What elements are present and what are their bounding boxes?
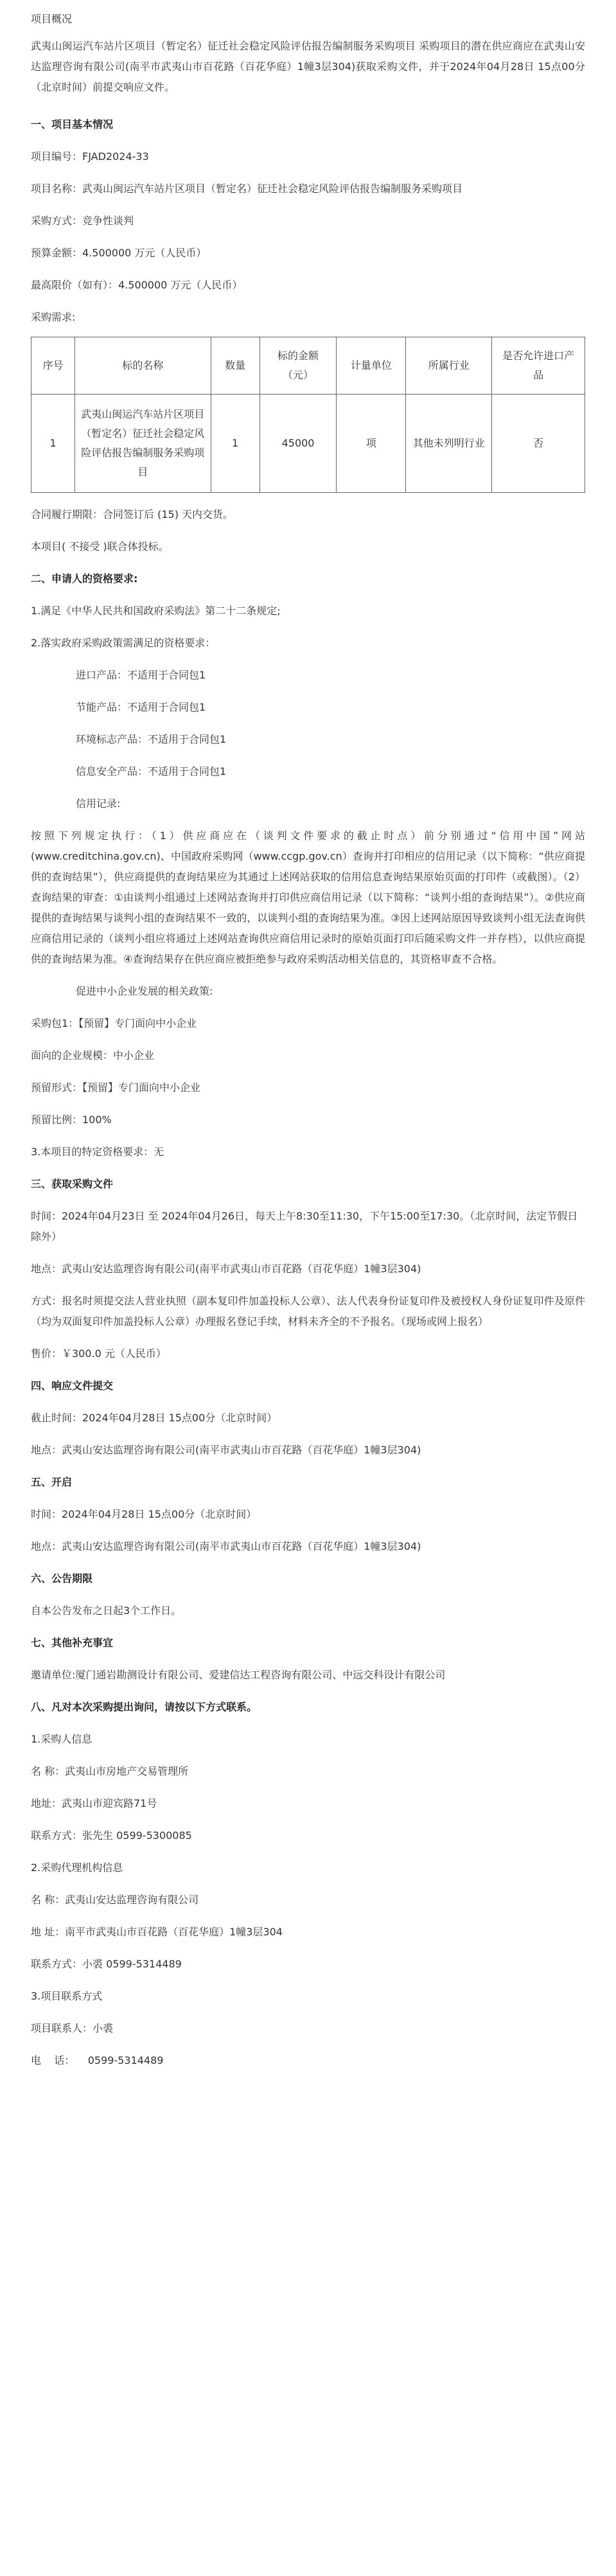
project-name: 项目名称：武夷山闽运汽车站片区项目（暂定名）征迁社会稳定风险评估报告编制服务采购项目 (31, 182, 463, 195)
project-contact-person: 项目联系人：小裘 (31, 2022, 114, 2034)
table-cell: 项 (337, 395, 406, 493)
section-5-title: 五、开启 (31, 1476, 73, 1488)
table-cell: 45000 (260, 395, 337, 493)
table-header-cell: 是否允许进口产品 (492, 337, 585, 395)
agency-contact: 联系方式：小裘 0599-5314489 (31, 1958, 182, 1970)
purchase-method: 采购方式：竞争性谈判 (31, 215, 134, 227)
section-1-title: 一、项目基本情况 (31, 118, 114, 130)
requirement-3: 3.本项目的特定资格要求：无 (31, 1146, 164, 1158)
policy-energy: 节能产品：不适用于合同包1 (76, 701, 206, 713)
table-header-cell: 计量单位 (337, 337, 406, 395)
requirement-1: 1.满足《中华人民共和国政府采购法》第二十二条规定; (31, 605, 281, 617)
table-cell: 武夷山闽运汽车站片区项目（暂定名）征迁社会稳定风险评估报告编制服务采购项目 (75, 395, 211, 493)
policy-import: 进口产品：不适用于合同包1 (76, 669, 206, 681)
section-6-title: 六、公告期限 (31, 1572, 93, 1585)
table-cell: 1 (211, 395, 260, 493)
table-header-cell: 标的名称 (75, 337, 211, 395)
overview-text: 武夷山闽运汽车站片区项目（暂定名）征迁社会稳定风险评估报告编制服务采购项目 采购项目的潜在供应商应在武夷山安达监理咨询有限公司(南平市武夷山市百花路（百花华庭）1幢3层304)获取采购文件，并于2024年04月28日 15点00分（北京时间）前提交响应文件。 (31, 40, 585, 93)
policy-environment: 环境标志产品：不适用于合同包1 (76, 733, 227, 745)
sme-scale: 面向的企业规模：中小企业 (31, 1049, 155, 1061)
purchaser-name: 名 称：武夷山市房地产交易管理所 (31, 1765, 189, 1777)
purchaser-contact: 联系方式：张先生 0599-5300085 (31, 1829, 192, 1842)
table-header-cell: 所属行业 (406, 337, 492, 395)
table-header-cell: 数量 (211, 337, 260, 395)
section-8-title: 八、凡对本次采购提出询问，请按以下方式联系。 (31, 1701, 258, 1713)
section-3-title: 三、获取采购文件 (31, 1178, 114, 1190)
requirement-label: 采购需求: (31, 311, 76, 323)
credit-label: 信用记录: (76, 797, 121, 810)
policy-infosec: 信息安全产品：不适用于合同包1 (76, 765, 227, 777)
submit-place: 地点：武夷山安达监理咨询有限公司(南平市武夷山市百花路（百花华庭）1幢3层304) (31, 1444, 421, 1456)
acquire-method: 方式：报名时须提交法人营业执照（副本复印件加盖投标人公章）、法人代表身份证复印件及被授权人身份证复印件及原件（均为双面复印件加盖投标人公章）办理报名登记手续，材料未齐全的不予报名。（现场或网上报名） (31, 1295, 585, 1328)
table-cell: 其他未列明行业 (406, 395, 492, 493)
sme-policy-label: 促进中小企业发展的相关政策: (76, 985, 213, 997)
table-row (31, 395, 585, 493)
package-1: 采购包1：【预留】专门面向中小企业 (31, 1017, 197, 1029)
document-price: 售价：￥300.0 元（人民币） (31, 1347, 166, 1360)
acquire-time: 时间：2024年04月23日 至 2024年04月26日，每天上午8:30至11:30，下午15:00至17:30。（北京时间，法定节假日除外） (31, 1210, 578, 1243)
table-cell: 1 (31, 395, 75, 493)
table-cell: 否 (492, 395, 585, 493)
contract-period: 合同履行期限：合同签订后 (15) 天内交货。 (31, 508, 234, 520)
overview-title: 项目概况 (31, 13, 73, 25)
requirement-2: 2.落实政府采购政策需满足的资格要求： (31, 637, 216, 649)
section-7-title: 七、其他补充事宜 (31, 1637, 114, 1649)
purchaser-address: 地址：武夷山市迎宾路71号 (31, 1797, 157, 1809)
submit-deadline: 截止时间：2024年04月28日 15点00分（北京时间） (31, 1412, 277, 1424)
table-header-cell: 标的金额（元） (260, 337, 337, 395)
notice-period: 自本公告发布之日起3个工作日。 (31, 1604, 182, 1617)
project-contact-title: 3.项目联系方式 (31, 1990, 103, 2002)
agency-info-title: 2.采购代理机构信息 (31, 1861, 123, 1874)
section-2-title: 二、申请人的资格要求: (31, 573, 138, 585)
agency-name: 名 称：武夷山安达监理咨询有限公司 (31, 1894, 199, 1906)
open-place: 地点：武夷山安达监理咨询有限公司(南平市武夷山市百花路（百花华庭）1幢3层304) (31, 1540, 421, 1552)
open-time: 时间：2024年04月28日 15点00分（北京时间） (31, 1508, 257, 1520)
table-header-cell: 序号 (31, 337, 75, 395)
table-header-row (31, 337, 585, 395)
reserve-ratio: 预留比例：100% (31, 1114, 112, 1126)
budget-amount: 预算金额：4.500000 万元（人民币） (31, 247, 207, 259)
agency-address: 地 址：南平市武夷山市百花路（百花华庭）1幢3层304 (31, 1926, 283, 1938)
consortium-note: 本项目( 不接受 )联合体投标。 (31, 540, 169, 553)
project-contact-phone: 电 话： 0599-5314489 (31, 2054, 164, 2066)
requirement-table (31, 337, 585, 493)
reserve-form: 预留形式：【预留】专门面向中小企业 (31, 1081, 201, 1094)
acquire-place: 地点：武夷山安达监理咨询有限公司(南平市武夷山市百花路（百花华庭）1幢3层304) (31, 1263, 421, 1275)
purchaser-info-title: 1.采购人信息 (31, 1733, 92, 1745)
section-4-title: 四、响应文件提交 (31, 1380, 114, 1392)
max-price: 最高限价（如有）：4.500000 万元（人民币） (31, 279, 243, 291)
credit-text: 按照下列规定执行：（1）供应商应在（谈判文件要求的截止时点）前分别通过“信用中国”网站(www.creditchina.gov.cn)、中国政府采购网（www.ccgp.gov.cn）查询并打印相应的信用记录（以下简称：“供应商提供的查询结果”），供应商提供的查询结果应为其通过上述网站获取的信用信息查询结果原始页面的打印件（或截图）。（2）查询结果的审查：①由谈判小组通过上述网站查询并打印供应商信用记录（以下简称：“谈判小组的查询结果”）。②供应商提供的查询结果与谈判小组的查询结果不一致的，以谈判小组的查询结果为准。③因上述网站原因导致谈判小组无法查询供应商信用记录的（谈判小组应将通过上述网站查询供应商信用记录时的原始页面打印后随采购文件一并存档），以供应商提供的查询结果为准。④查询结果存在供应商应被拒绝参与政府采购活动相关信息的，其资格审查不合格。 (31, 830, 585, 965)
invited-units: 邀请单位:厦门通岩勘测设计有限公司、爱建信达工程咨询有限公司、中远交科设计有限公司 (31, 1669, 446, 1681)
project-number: 项目编号：FJAD2024-33 (31, 150, 149, 163)
